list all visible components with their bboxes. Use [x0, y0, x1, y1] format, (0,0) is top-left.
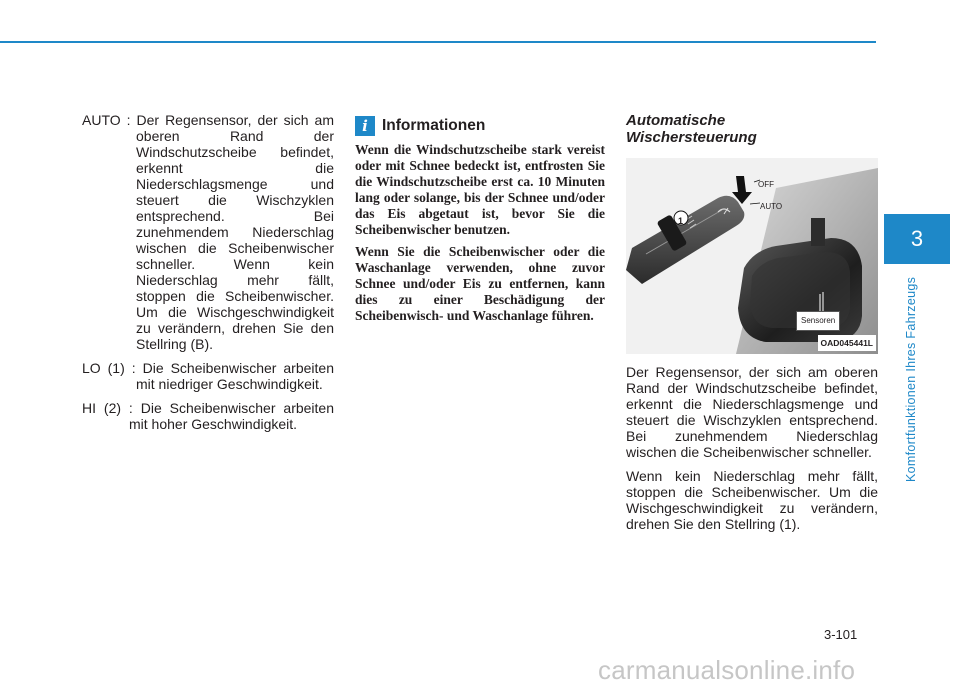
- hi-term: HI (2) :: [82, 400, 141, 416]
- wiper-lever-figure: [626, 158, 878, 354]
- info-paragraph-2: Wenn Sie die Scheibenwischer oder die Waschanlage verwenden, ohne zuvor Schnee und/oder Eis zu entfernen, kann dies zu einer Beschädigung der Scheibenwisch- und Waschanlage führen.: [355, 244, 605, 323]
- left-column: [82, 112, 334, 440]
- header-rule: [0, 41, 876, 43]
- section-title-line-1: Automatische: [626, 112, 726, 129]
- callout-number: 1: [678, 216, 684, 226]
- section-title: [626, 112, 878, 146]
- info-icon: i: [355, 116, 375, 136]
- auto-entry: [82, 112, 334, 352]
- chapter-title: Komfortfunktionen Ihres Fahrzeugs: [904, 276, 918, 482]
- section-body: [626, 364, 878, 532]
- chapter-number: 3: [910, 226, 924, 251]
- page-number: 3-101: [824, 627, 858, 642]
- watermark[interactable]: carmanualsonline.info: [598, 655, 856, 685]
- label-sensors: Sensoren: [796, 311, 840, 331]
- section-paragraph-1: Der Regensensor, der sich am oberen Rand der Windschutzscheibe befindet, erkennt die Niederschlagsmenge und steuert die Wischzyklen entsprechend. Bei zunehmendem Niederschlag wischen die Scheibenwischer schneller.: [626, 364, 878, 460]
- lo-text: Die Scheibenwischer arbeiten mit niedriger Geschwindigkeit.: [136, 360, 334, 392]
- hi-entry: [82, 400, 334, 432]
- right-column: [626, 112, 878, 540]
- label-off: OFF: [758, 180, 774, 189]
- info-body: [355, 142, 605, 324]
- hi-text: Die Scheibenwischer arbeiten mit hoher Geschwindigkeit.: [129, 400, 335, 432]
- info-box: [355, 116, 605, 330]
- auto-text: Der Regensensor, der sich am oberen Rand der Windschutzscheibe befindet, erkennt die Niederschlagsmenge und steuert die Wischzyklen entsprechend. Bei zunehmendem Niederschlag wischen die Scheibenwischer schneller. Wenn kein Niederschlag mehr fällt, stoppen die Scheibenwischer. Um die Wischgeschwindigkeit zu verändern, drehen Sie den Stellring (B).: [136, 112, 335, 352]
- info-paragraph-1: Wenn die Windschutzscheibe stark vereist oder mit Schnee bedeckt ist, entfrosten Sie die Windschutzscheibe erst ca. 10 Minuten lang oder solange, bis der Schnee und/oder das Eis abgetaut ist, bevor Sie die Scheibenwischer benutzen.: [355, 142, 605, 237]
- label-auto: AUTO: [760, 202, 783, 211]
- section-title-line-2: Wischersteuerung: [626, 129, 757, 146]
- figure-code: OAD045441L: [818, 335, 876, 351]
- mirror-mount: [811, 218, 825, 246]
- auto-term: AUTO :: [82, 112, 137, 128]
- lo-entry: [82, 360, 334, 392]
- info-header: [355, 116, 605, 136]
- info-title: Informationen: [382, 117, 486, 134]
- lo-term: LO (1) :: [82, 360, 143, 376]
- chapter-tab: [884, 214, 950, 264]
- section-paragraph-2: Wenn kein Niederschlag mehr fällt, stoppen die Scheibenwischer. Um die Wischgeschwindigkeit zu verändern, drehen Sie den Stellring (1).: [626, 468, 878, 532]
